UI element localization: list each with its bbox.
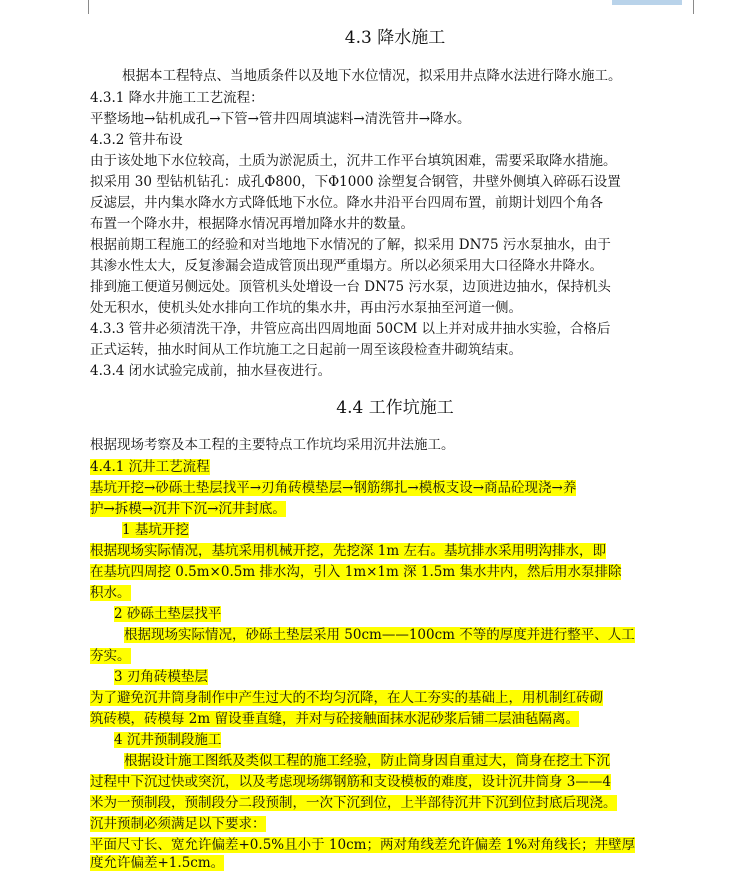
highlight-span: 2 砂砾土垫层找平 [114, 606, 222, 622]
highlight-span: 护→拆模→沉井下沉→沉井封底。 [90, 501, 286, 517]
highlighted-line [90, 750, 734, 772]
highlighted-line [90, 645, 700, 667]
paragraph-line: 由于该处地下水位较高，土质为淤泥质土，沉井工作平台填筑困难，需要采取降水措施。 [90, 153, 617, 169]
crop-mark-left [88, 0, 89, 14]
highlighted-line [90, 519, 732, 541]
paragraph-line: 根据现场考察及本工程的主要特点工作坑均采用沉井法施工。 [90, 437, 455, 453]
highlighted-line [90, 582, 700, 604]
paragraph-line: 处无积水，使机头处水排向工作坑的集水井，再由污水泵抽至河道一侧。 [90, 300, 522, 316]
highlight-span: 米为一预制段，预制段分二段预制，一次下沉到位，上半部待沉井下沉到位封底后现浇。 [90, 795, 617, 811]
highlight-span: 积水。 [90, 585, 131, 601]
highlight-span: 平面尺寸长、宽允许偏差+0.5%且小于 10cm；两对角线差允许偏差 1%对角线长；井壁厚 [90, 837, 636, 853]
paragraph-line: 4.3.4 闭水试验完成前，抽水昼夜进行。 [90, 363, 332, 379]
crop-mark-right [693, 0, 694, 14]
highlight-span: 沉井预制必须满足以下要求： [90, 816, 266, 832]
highlight-span: 为了避免沉井筒身制作中产生过大的不均匀沉降，在人工夯实的基础上，用机制红砖砌 [90, 690, 603, 706]
highlight-span: 4.4.1 沉井工艺流程 [90, 459, 210, 475]
highlighted-line [90, 561, 700, 583]
highlighted-line [90, 771, 700, 793]
highlighted-line [90, 498, 700, 520]
paragraph-line: 布置一个降水井，根据降水情况再增加降水井的数量。 [90, 216, 414, 232]
highlight-span: 在基坑四周挖 0.5m×0.5m 排水沟，引入 1m×1m 深 1.5m 集水井内，然后用水泵排除 [90, 564, 622, 580]
highlight-span: 3 刃角砖模垫层 [114, 669, 208, 685]
highlight-span: 夯实。 [90, 648, 131, 664]
paragraph-line: 排到施工便道另侧远处。顶管机头处增设一台 DN75 污水泵，边顶进边抽水，保持机头 [90, 279, 611, 295]
highlight-span: 1 基坑开挖 [122, 522, 189, 538]
highlighted-line [90, 603, 724, 625]
highlighted-line [90, 708, 700, 730]
highlighted-line [90, 852, 700, 874]
section-heading-4-4: 4.4 工作坑施工 [336, 398, 454, 418]
highlighted-line [90, 792, 700, 814]
top-toolbar-strip [612, 0, 682, 5]
paragraph-line: 根据前期工程施工的经验和对当地地下水情况的了解，拟采用 DN75 污水泵抽水，由于 [90, 237, 611, 253]
paragraph-line: 4.3.2 管井布设 [90, 132, 183, 148]
highlight-span: 4 沉井预制段施工 [114, 732, 222, 748]
highlighted-line [90, 687, 700, 709]
highlight-span: 基坑开挖→砂砾土垫层找平→刃角砖模垫层→钢筋绑扎→模板支设→商品砼现浇→养 [90, 480, 577, 496]
highlight-span: 筑砖模，砖模每 2m 留设垂直缝，并对与砼接触面抹水泥砂浆后铺二层油毡隔离。 [90, 711, 579, 727]
paragraph-line: 正式运转，抽水时间从工作坑施工之日起前一周至该段检查井砌筑结束。 [90, 342, 522, 358]
paragraph-line: 4.3.1 降水井施工工艺流程： [90, 90, 264, 106]
highlighted-line [90, 813, 700, 835]
highlighted-line [90, 729, 724, 751]
highlighted-line [90, 540, 700, 562]
paragraph-line: 其渗水性太大，反复渗漏会造成管顶出现严重塌方。所以必须采用大口径降水井降水。 [90, 258, 603, 274]
highlight-span: 过程中下沉过快或突沉，以及考虑现场绑钢筋和支设模板的难度，设计沉井筒身 3——4 [90, 774, 611, 790]
highlighted-line [90, 666, 724, 688]
paragraph-line: 4.3.3 管井必须清洗干净，井管应高出四周地面 50CM 以上并对成井抽水实验，合格后 [90, 321, 611, 337]
highlight-span: 度允许偏差+1.5cm。 [90, 855, 225, 871]
paragraph-line: 反滤层，井内集水降水方式降低地下水位。降水井沿平台四周布置，前期计划四个角各 [90, 195, 603, 211]
highlighted-line [90, 624, 734, 646]
highlight-span: 根据设计施工图纸及类似工程的施工经验，防止筒身因自重过大，筒身在挖土下沉 [124, 753, 610, 769]
highlight-span: 根据现场实际情况，砂砾土垫层采用 50cm——100cm 不等的厚度并进行整平、人工 [124, 627, 635, 643]
highlighted-line [90, 477, 700, 499]
paragraph-line: 拟采用 30 型钻机钻孔：成孔Φ800，下Φ1000 涂塑复合钢管，井壁外侧填入碎砾石设置 [90, 174, 621, 190]
paragraph-line: 平整场地→钻机成孔→下管→管井四周填滤料→清洗管井→降水。 [90, 111, 471, 127]
section-heading-4-3: 4.3 降水施工 [344, 28, 446, 48]
highlighted-line [90, 456, 700, 478]
paragraph-line: 根据本工程特点、当地质条件以及地下水位情况，拟采用井点降水法进行降水施工。 [122, 68, 622, 84]
highlight-span: 根据现场实际情况，基坑采用机械开挖，先挖深 1m 左右。基坑排水采用明沟排水，即 [90, 543, 606, 559]
